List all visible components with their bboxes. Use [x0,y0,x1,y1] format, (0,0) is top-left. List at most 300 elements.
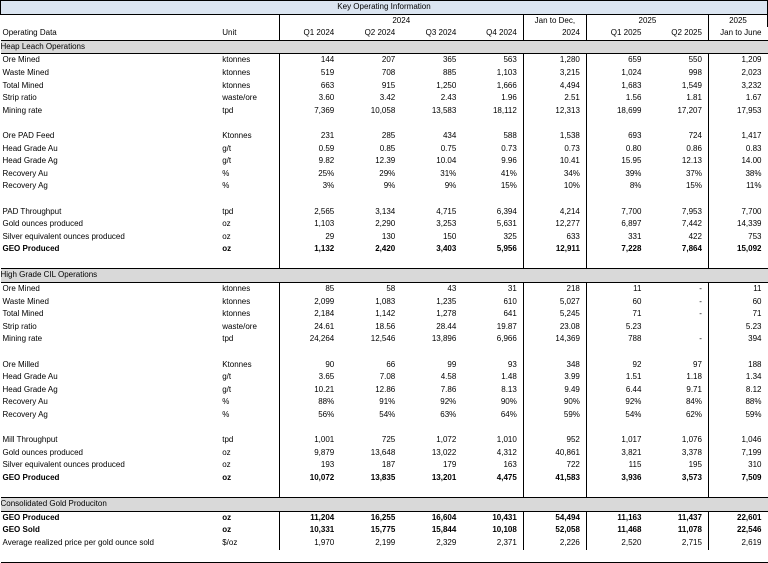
cell-q2-2024: 285 [381,130,396,140]
section-header-consolidated-gold-produciton [1,498,768,512]
table-row [1,296,768,309]
cell-q1-2025: 1,017 [586,434,647,447]
cell-q2-2025: 1,549 [647,80,708,93]
cell-q4-2024: 41% [462,168,523,181]
cell-q2-2025: 724 [647,130,708,143]
cell-q2-2025: 12.13 [647,155,708,168]
cell-q3-2024: 0.75 [440,143,457,153]
cell-2024: 9.49 [523,384,586,397]
cell-q3-2024: 150 [442,231,457,241]
cell-2024: 54,494 [523,511,586,524]
row-unit: ktonnes [222,284,251,294]
row-label: Ore Mined [2,55,40,65]
cell-q2-2024: 54% [379,410,396,419]
cell-q2-2025: 195 [647,459,708,472]
row-unit: g/t [222,372,232,382]
cell-q2-2025: 2,715 [647,537,708,550]
cell-q4-2024: 9.96 [462,155,523,168]
cell-q1-2025: 92% [586,396,647,409]
row-label: Recovery Au [2,168,48,178]
cell-q3-2024: 4,715 [436,206,457,216]
cell-jan-to-june: 15,092 [737,244,762,254]
cell-q4-2024: 5,631 [462,218,523,231]
cell-jan-to-june: 1,209 [741,55,762,65]
cell-q1-2024: 9.82 [279,155,340,168]
cell-q1-2024: 144 [279,54,340,67]
row-unit: ktonnes [222,309,251,319]
cell-jan-to-june: 14,339 [737,219,762,229]
header-q2-2025: Q2 2025 [647,27,708,40]
cell-q3-2024: 3,253 [436,219,457,229]
cell-jan-to-june: 7,700 [741,206,762,216]
table-row [1,54,768,67]
cell-q2-2025: 15% [647,180,708,193]
cell-2024: 5,027 [523,296,586,309]
cell-q2-2024: 915 [381,80,396,90]
year-header-spacer-unit [220,14,279,27]
row-label: Gold ounces produced [2,447,83,457]
row-unit: oz [222,219,231,229]
cell-q3-2024: 13,201 [431,472,457,482]
table-row [1,511,768,524]
row-label: Recovery Ag [2,181,48,191]
cell-q1-2025: 8% [586,180,647,193]
cell-2024: 14,369 [523,333,586,346]
table-row [1,434,768,447]
cell-q1-2025: 1.51 [586,371,647,384]
table-row [1,396,768,409]
cell-q1-2025: 115 [586,459,647,472]
cell-jan-to-june: 14.00 [741,156,762,166]
cell-q3-2024: 7.86 [440,384,457,394]
cell-q4-2024: 1,103 [462,67,523,80]
row-label: Mill Throughput [2,435,58,445]
cell-q1-2025: 7,700 [586,206,647,219]
cell-q3-2024: 92% [440,397,457,407]
cell-q3-2024: 10.04 [436,156,457,166]
row-label: GEO Produced [2,512,60,522]
cell-q2-2024: 130 [381,231,396,241]
table-row [1,105,768,118]
cell-q2-2025: 97 [647,359,708,372]
row-spacer [1,485,768,498]
cell-jan-to-june: 22,601 [737,512,762,522]
cell-jan-to-june: 2,023 [741,67,762,77]
cell-q3-2024: 1,072 [436,435,457,445]
cell-q3-2024: 43 [447,284,457,294]
cell-q2-2024: 3,134 [375,206,396,216]
table-row [1,371,768,384]
cell-q1-2025: 1.56 [586,92,647,105]
cell-2024: 2,226 [523,537,586,550]
row-unit: oz [222,244,232,254]
cell-q1-2024: 1,132 [279,243,340,256]
cell-jan-to-june: 1,046 [741,435,762,445]
cell-q1-2025: 54% [586,409,647,422]
cell-q1-2024: 3.60 [279,92,340,105]
row-label: Recovery Au [2,397,48,407]
cell-q1-2024: 24,264 [279,333,340,346]
cell-q2-2025: 62% [647,409,708,422]
cell-q2-2024: 708 [381,67,396,77]
cell-q4-2024: 18,112 [462,105,523,118]
cell-2024: 348 [523,359,586,372]
cell-q4-2024: 5,956 [462,243,523,256]
row-unit: ktonnes [222,67,251,77]
cell-q3-2024: 9% [444,181,457,191]
cell-q1-2024: 88% [279,396,340,409]
cell-q2-2024: 1,083 [375,296,396,306]
cell-q1-2025: 71 [586,308,647,321]
cell-q3-2024: 99 [447,359,457,369]
cell-q1-2024: 193 [279,459,340,472]
cell-q4-2024: 19.87 [462,321,523,334]
cell-q3-2024: 15,844 [431,525,457,535]
cell-q1-2024: 10.21 [279,384,340,397]
row-label: Total Mined [2,80,44,90]
table-row [1,168,768,181]
cell-q1-2024: 7,369 [279,105,340,118]
cell-q4-2024: 6,966 [462,333,523,346]
year-group-jan-to-dec: Jan to Dec, [523,14,586,27]
cell-q2-2024: 2,420 [375,244,396,254]
cell-q2-2024: 9% [383,181,396,191]
cell-q4-2024: 610 [462,296,523,309]
cell-q1-2025: 92 [586,359,647,372]
cell-q2-2024: 0.85 [379,143,396,153]
row-unit: % [222,410,230,419]
table-row [1,130,768,143]
table-row [1,459,768,472]
table-row [1,359,768,372]
year-group-2025: 2025 [586,14,708,27]
row-unit: % [222,181,230,191]
row-unit: ktonnes [222,80,251,90]
cell-q1-2025: 788 [586,333,647,346]
row-label: Ore PAD Feed [2,130,55,140]
cell-q4-2024: 64% [462,409,523,422]
row-label: GEO Sold [2,525,40,535]
cell-q4-2024: 10,108 [462,524,523,537]
cell-q2-2024: 1,142 [375,309,396,319]
header-q2-2024: Q2 2024 [340,27,401,40]
cell-q2-2025: 17,207 [647,105,708,118]
cell-q2-2025: 11,078 [647,524,708,537]
cell-q1-2024: 3% [279,180,340,193]
cell-jan-to-june: 7,509 [741,472,762,482]
cell-2024: 41,583 [523,472,586,485]
table-row [1,218,768,231]
row-unit: tpd [222,206,234,216]
cell-jan-to-june: 22,546 [737,525,762,535]
cell-q3-2024: 4.58 [440,372,457,382]
cell-q3-2024: 13,022 [431,447,457,457]
row-label: Ore Milled [2,359,39,369]
cell-q1-2024: 3.65 [279,371,340,384]
cell-jan-to-june: 8.12 [745,384,762,394]
row-label: Average realized price per gold ounce sold [2,537,155,547]
cell-2024: 12,277 [523,218,586,231]
row-spacer [1,256,768,269]
table-row [1,231,768,244]
cell-2024: 633 [523,231,586,244]
row-label: PAD Throughput [2,206,62,216]
cell-2024: 1,280 [523,54,586,67]
cell-q3-2024: 885 [442,67,457,77]
header-q4-2024: Q4 2024 [462,27,523,40]
cell-q2-2024: 3.42 [379,93,396,103]
table-row [1,243,768,256]
header-jan-to-june: Jan to June [708,27,767,40]
row-unit: oz [222,525,232,535]
cell-q2-2024: 15,775 [370,525,396,535]
row-unit: Ktonnes [222,130,252,140]
cell-q2-2025: 0.86 [647,143,708,156]
cell-2024: 90% [523,396,586,409]
cell-jan-to-june: 0.83 [745,143,762,153]
cell-q2-2025: 84% [647,396,708,409]
cell-jan-to-june: 1.34 [745,372,762,382]
cell-q2-2024: 2,290 [375,219,396,229]
cell-q2-2024: 12.86 [375,384,396,394]
cell-2024: 4,494 [523,80,586,93]
cell-2024: 10% [523,180,586,193]
row-unit: $/oz [222,537,238,547]
header-q1-2024: Q1 2024 [279,27,340,40]
cell-q1-2024: 10,331 [279,524,340,537]
cell-jan-to-june: 310 [748,460,762,470]
cell-q1-2025: 11 [586,283,647,296]
cell-q3-2024: 16,604 [431,512,457,522]
cell-q2-2024: 2,199 [375,537,396,547]
table-row [1,80,768,93]
cell-q1-2025: 3,936 [586,472,647,485]
row-label: Head Grade Au [2,372,58,382]
row-label: Ore Mined [2,284,40,294]
cell-q1-2025: 1,024 [586,67,647,80]
cell-q4-2024: 90% [462,396,523,409]
cell-2024: 218 [523,283,586,296]
cell-q1-2025: 3,821 [586,447,647,460]
cell-q1-2025: 6.44 [586,384,647,397]
cell-q2-2024: 18.56 [375,321,396,331]
cell-q1-2025: 15.95 [586,155,647,168]
row-spacer [1,117,768,130]
cell-q2-2025: 11,437 [647,511,708,524]
section-title: Consolidated Gold Produciton [1,498,768,512]
cell-q4-2024: 1,010 [462,434,523,447]
row-label: Mining rate [2,334,43,344]
row-label: Total Mined [2,309,44,319]
cell-jan-to-june: 753 [748,231,762,241]
cell-q1-2025: 693 [586,130,647,143]
cell-2024: 0.73 [523,143,586,156]
row-label: Silver equivalent ounces produced [2,231,125,241]
cell-q1-2024: 1,001 [279,434,340,447]
cell-2024: 23.08 [523,321,586,334]
table-row [1,333,768,346]
header-unit: Unit [220,27,279,40]
cell-q2-2024: 12.39 [375,156,396,166]
cell-q4-2024: 163 [462,459,523,472]
row-unit: g/t [222,156,232,166]
cell-q1-2025: 331 [586,231,647,244]
cell-jan-to-june: 188 [748,359,762,369]
year-group-2024: 2024 [279,14,523,27]
cell-q2-2025: 3,378 [647,447,708,460]
cell-q2-2025: 998 [647,67,708,80]
row-unit: ktonnes [222,296,251,306]
cell-jan-to-june: 59% [745,410,762,419]
cell-q1-2025: 6,897 [586,218,647,231]
cell-q1-2025: 11,468 [586,524,647,537]
cell-q1-2025: 659 [586,54,647,67]
cell-2024: 4,214 [523,206,586,219]
row-spacer [1,193,768,206]
cell-q2-2025: 422 [647,231,708,244]
cell-q1-2024: 1,970 [279,537,340,550]
cell-q3-2024: 2.43 [440,93,457,103]
cell-q2-2024: 16,255 [370,512,396,522]
cell-q3-2024: 179 [442,460,457,470]
cell-jan-to-june: 1,417 [741,130,762,140]
cell-2024: 40,861 [523,447,586,460]
cell-q2-2024: 10,058 [370,105,396,115]
table-row [1,180,768,193]
cell-2024: 59% [523,409,586,422]
cell-q4-2024: 6,394 [462,206,523,219]
cell-q3-2024: 365 [442,55,457,65]
section-header-high-grade-cil-operations [1,269,768,283]
row-unit: tpd [222,435,234,445]
cell-q2-2025: 7,864 [647,243,708,256]
cell-jan-to-june: 7,199 [741,447,762,457]
row-label: Head Grade Ag [2,384,58,394]
cell-q3-2024: 3,403 [436,244,457,254]
cell-q4-2024: 1.48 [462,371,523,384]
cell-q1-2025: 7,228 [586,243,647,256]
row-label: Head Grade Ag [2,156,58,166]
cell-q2-2025: - [647,333,708,346]
row-spacer [1,422,768,435]
cell-q2-2024: 66 [386,359,396,369]
cell-q3-2024: 1,250 [436,80,457,90]
table-row [1,308,768,321]
cell-jan-to-june: 17,953 [737,105,762,115]
row-unit: oz [222,231,231,241]
cell-q1-2024: 11,204 [279,511,340,524]
cell-q4-2024: 588 [462,130,523,143]
cell-jan-to-june: 1.67 [745,93,762,103]
row-label: Silver equivalent ounces produced [2,460,125,470]
cell-jan-to-june: 3,232 [741,80,762,90]
cell-q4-2024: 563 [462,54,523,67]
cell-q4-2024: 8.13 [462,384,523,397]
cell-2024: 952 [523,434,586,447]
row-label: GEO Produced [2,244,60,254]
cell-q1-2025: 0.80 [586,143,647,156]
cell-q2-2025: - [647,308,708,321]
cell-q2-2025: 7,442 [647,218,708,231]
cell-jan-to-june: 2,619 [741,537,762,547]
row-spacer [1,346,768,359]
cell-q1-2024: 2,099 [279,296,340,309]
cell-2024: 722 [523,459,586,472]
cell-q1-2025: 60 [586,296,647,309]
cell-q2-2025: 1,076 [647,434,708,447]
row-label: Recovery Ag [2,410,48,419]
cell-q4-2024: 325 [462,231,523,244]
row-unit: % [222,397,230,407]
row-label: GEO Produced [2,472,60,482]
cell-q4-2024: 641 [462,308,523,321]
row-unit: oz [222,460,231,470]
row-unit: g/t [222,384,232,394]
year-group-2025-ytd: 2025 [708,14,767,27]
cell-q2-2025: - [647,283,708,296]
table-row [1,67,768,80]
row-label: Head Grade Au [2,143,58,153]
cell-q2-2024: 13,648 [370,447,396,457]
row-unit: tpd [222,105,234,115]
cell-q1-2024: 0.59 [279,143,340,156]
cell-q1-2024: 85 [279,283,340,296]
cell-2024: 10.41 [523,155,586,168]
cell-q4-2024: 10,431 [462,511,523,524]
page-title: Key Operating Information [1,1,768,15]
row-label: Strip ratio [2,321,37,331]
cell-q1-2024: 9,879 [279,447,340,460]
cell-jan-to-june: 394 [748,334,762,344]
cell-q1-2025: 11,163 [586,511,647,524]
table-row [1,321,768,334]
section-header-heap-leach-operations [1,40,768,54]
row-label: Strip ratio [2,93,37,103]
cell-q2-2024: 58 [386,284,396,294]
cell-q1-2024: 2,565 [279,206,340,219]
cell-2024: 12,911 [523,243,586,256]
cell-q1-2024: 1,103 [279,218,340,231]
cell-q1-2025: 1,683 [586,80,647,93]
cell-q1-2024: 2,184 [279,308,340,321]
cell-jan-to-june: 11% [746,181,762,191]
cell-q3-2024: 1,278 [436,309,457,319]
cell-q4-2024: 2,371 [462,537,523,550]
cell-q3-2024: 63% [440,410,457,419]
cell-q1-2024: 24.61 [279,321,340,334]
cell-q2-2024: 29% [379,168,396,178]
cell-q2-2024: 12,546 [370,334,396,344]
cell-q4-2024: 1.96 [462,92,523,105]
table-row [1,206,768,219]
cell-q2-2024: 13,835 [370,472,396,482]
row-unit: waste/ore [222,321,257,331]
cell-jan-to-june: 38% [745,168,762,178]
cell-2024: 3.99 [523,371,586,384]
table-row [1,143,768,156]
cell-q2-2024: 725 [381,435,396,445]
cell-jan-to-june: 88% [745,397,762,407]
header-operating-data: Operating Data [1,27,221,40]
cell-q3-2024: 31% [440,168,457,178]
table-row [1,524,768,537]
cell-jan-to-june: 5.23 [745,321,762,331]
cell-q2-2025: 3,573 [647,472,708,485]
cell-2024: 52,058 [523,524,586,537]
cell-q1-2024: 10,072 [279,472,340,485]
table-row [1,155,768,168]
cell-q4-2024: 4,312 [462,447,523,460]
